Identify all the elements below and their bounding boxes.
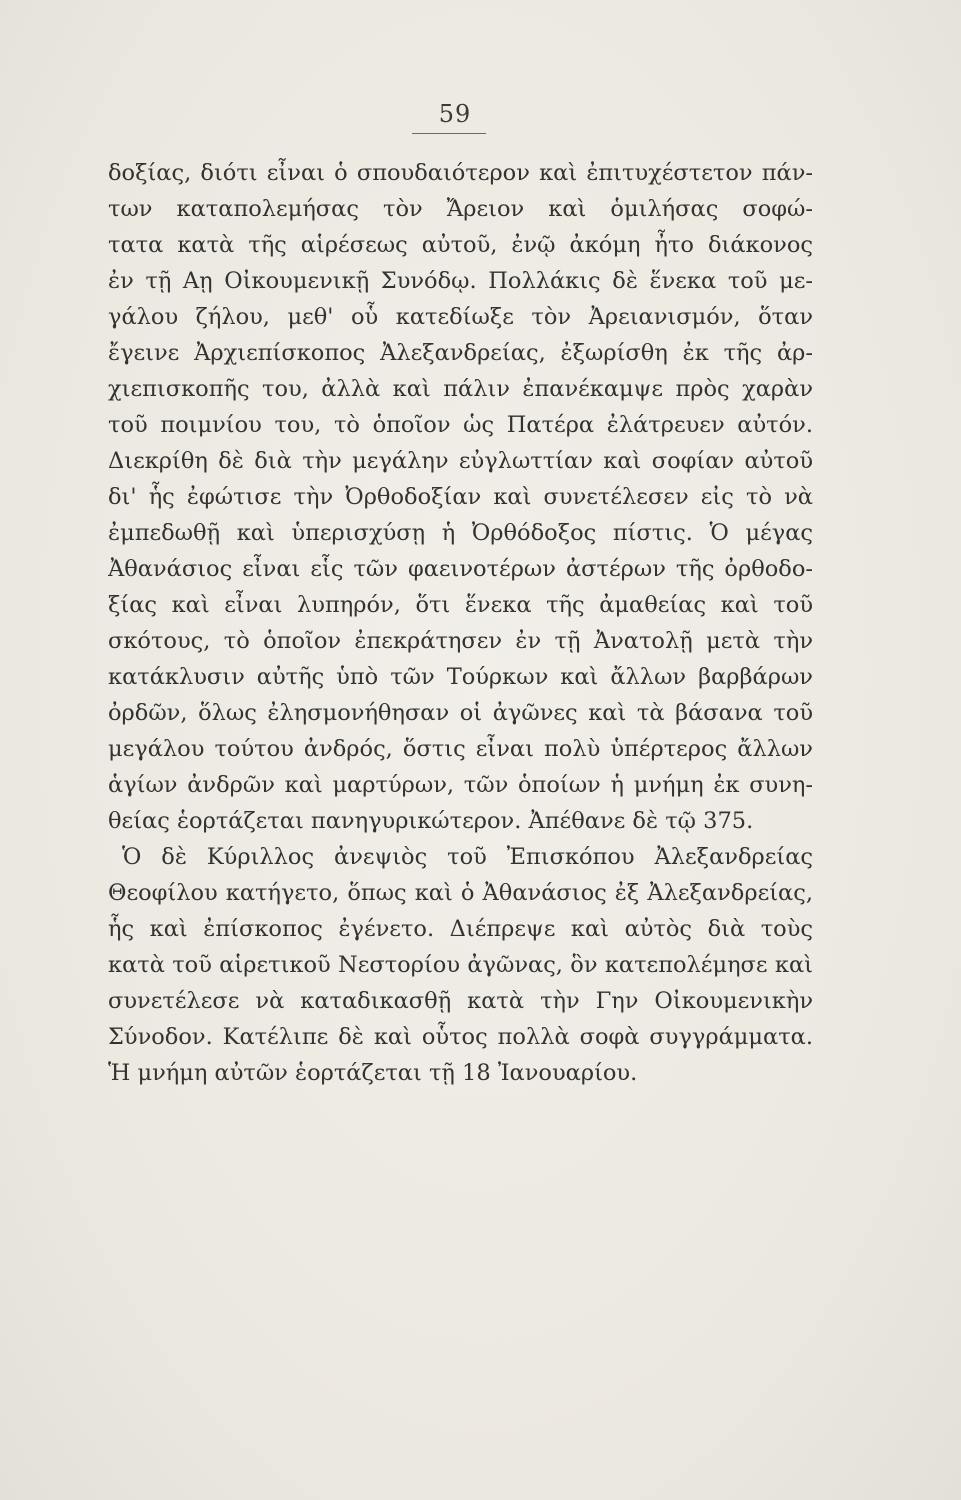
- body-text: [108, 155, 813, 1091]
- text-line: Ἀθανάσιος εἶναι εἷς τῶν φαεινοτέρων ἀστέρων τῆς ὀρθοδο-: [108, 556, 813, 582]
- text-line: κατάκλυσιν αὐτῆς ὑπὸ τῶν Τούρκων καὶ ἄλλων βαρβάρων: [108, 664, 813, 690]
- text-line: τοῦ ποιμνίου του, τὸ ὁποῖον ὡς Πατέρα ἐλάτρευεν αὐτόν.: [108, 412, 813, 438]
- text-line: δοξίας, διότι εἶναι ὁ σπουδαιότερον καὶ ἐπιτυχέστετον πάν-: [108, 160, 813, 186]
- text-line: δι' ἧς ἐφώτισε τὴν Ὀρθοδοξίαν καὶ συνετέλεσεν εἰς τὸ νὰ: [108, 484, 813, 510]
- text-line: συνετέλεσε νὰ καταδικασθῇ κατὰ τὴν Γην Οἰκουμενικὴν: [108, 988, 813, 1014]
- text-line: Θεοφίλου κατήγετο, ὅπως καὶ ὁ Ἀθανάσιος ἐξ Ἀλεξανδρείας,: [108, 880, 813, 906]
- text-line: ὀρδῶν, ὅλως ἐλησμονήθησαν οἱ ἀγῶνες καὶ τὰ βάσανα τοῦ: [108, 700, 813, 726]
- page-number: 59: [438, 100, 472, 128]
- text-line: Ἡ μνήμη αὐτῶν ἑορτάζεται τῇ 18 Ἰανουαρίου.: [108, 1060, 638, 1086]
- text-line: Σύνοδον. Κατέλιπε δὲ καὶ οὗτος πολλὰ σοφὰ συγγράμματα.: [108, 1024, 813, 1050]
- text-line: ξίας καὶ εἶναι λυπηρόν, ὅτι ἕνεκα τῆς ἀμαθείας καὶ τοῦ: [108, 592, 813, 618]
- text-line: γάλου ζήλου, μεθ' οὗ κατεδίωξε τὸν Ἀρειανισμόν, ὅταν: [108, 304, 813, 330]
- text-line: ἧς καὶ ἐπίσκοπος ἐγένετο. Διέπρεψε καὶ αὐτὸς διὰ τοὺς: [108, 916, 813, 942]
- text-line: χιεπισκοπῆς του, ἀλλὰ καὶ πάλιν ἐπανέκαμψε πρὸς χαρὰν: [108, 376, 813, 402]
- text-line: θείας ἑορτάζεται πανηγυρικώτερον. Ἀπέθανε δὲ τῷ 375.: [108, 808, 754, 834]
- text-line: Ὁ δὲ Κύριλλος ἀνεψιὸς τοῦ Ἐπισκόπου Ἀλεξανδρείας: [122, 844, 813, 870]
- text-line: σκότους, τὸ ὁποῖον ἐπεκράτησεν ἐν τῇ Ἀνατολῇ μετὰ τὴν: [108, 628, 813, 654]
- page-number-rule: [412, 133, 486, 134]
- text-line: μεγάλου τούτου ἀνδρός, ὅστις εἶναι πολὺ ὑπέρτερος ἄλλων: [108, 736, 813, 762]
- text-line: των καταπολεμήσας τὸν Ἄρειον καὶ ὁμιλήσας σοφώ-: [108, 196, 813, 222]
- text-line: Διεκρίθη δὲ διὰ τὴν μεγάλην εὐγλωττίαν καὶ σοφίαν αὐτοῦ: [108, 448, 813, 474]
- text-line: ἔγεινε Ἀρχιεπίσκοπος Ἀλεξανδρείας, ἐξωρίσθη ἐκ τῆς ἀρ-: [108, 340, 813, 366]
- text-line: ἐν τῇ Αῃ Οἰκουμενικῇ Συνόδῳ. Πολλάκις δὲ ἕνεκα τοῦ με-: [108, 268, 813, 294]
- text-line: τατα κατὰ τῆς αἱρέσεως αὐτοῦ, ἐνῷ ἀκόμη ἦτο διάκονος: [108, 232, 813, 258]
- text-line: ἁγίων ἀνδρῶν καὶ μαρτύρων, τῶν ὁποίων ἡ μνήμη ἐκ συνη-: [108, 772, 813, 798]
- text-line: ἐμπεδωθῇ καὶ ὑπερισχύσῃ ἡ Ὀρθόδοξος πίστις. Ὁ μέγας: [108, 520, 813, 546]
- text-line: κατὰ τοῦ αἱρετικοῦ Νεστορίου ἀγῶνας, ὃν κατεπολέμησε καὶ: [108, 952, 813, 978]
